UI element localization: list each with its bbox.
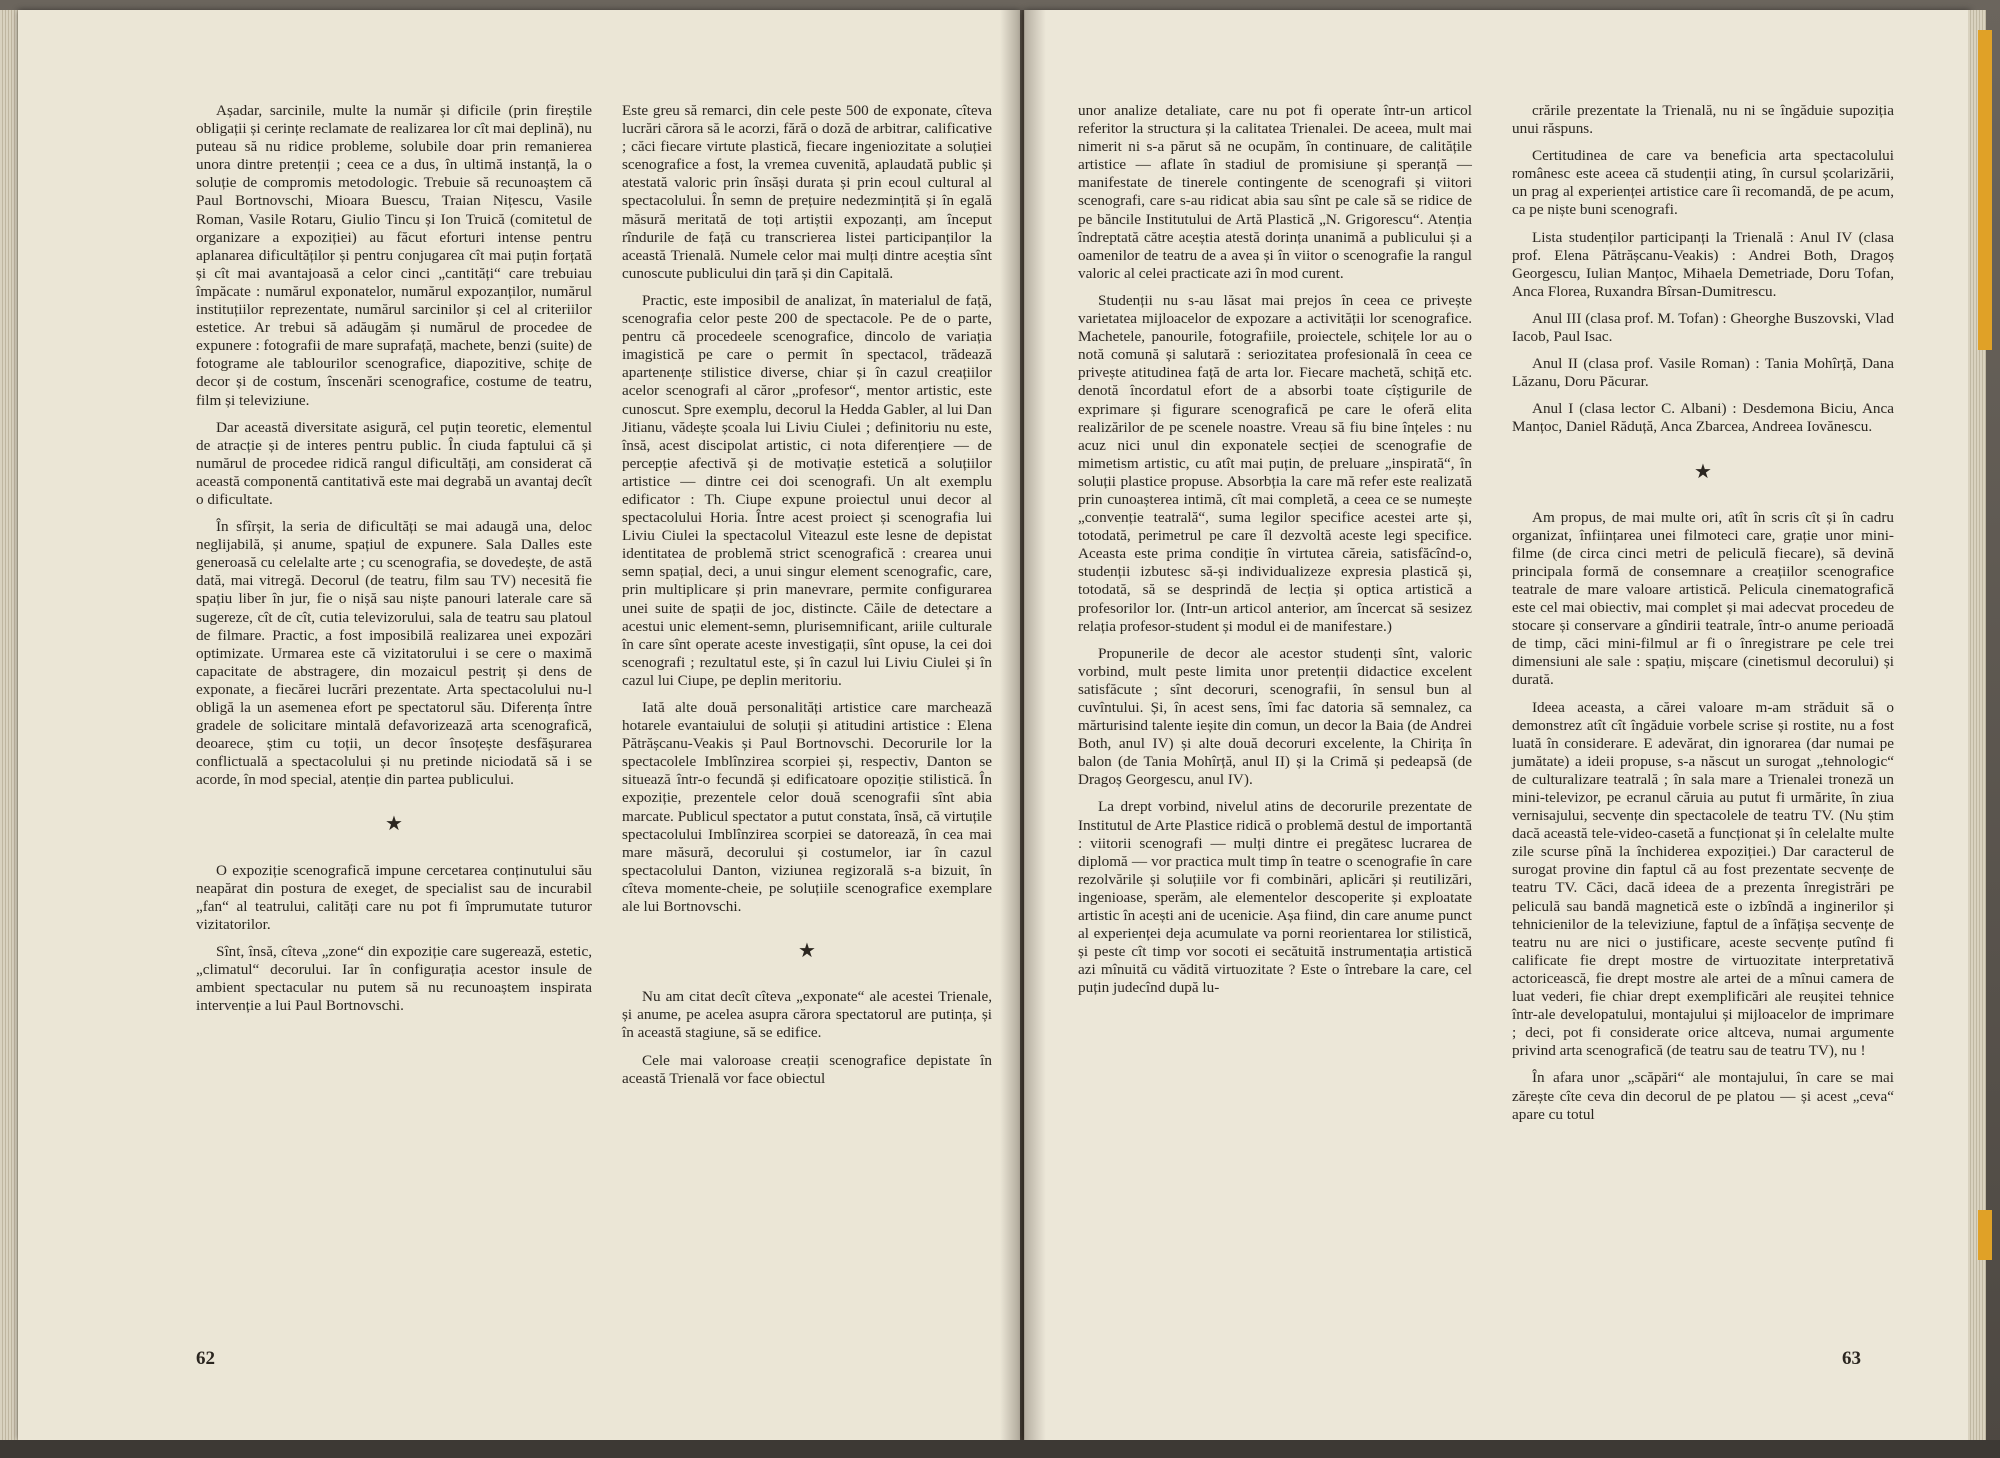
text-column-1 <box>196 102 592 1024</box>
paragraph: Nu am citat decît cîteva „exponate“ ale acestei Trienale, și anume, pe acelea asupra cărora spectatorul are putința, și în această stagiune, să se edifice. <box>622 988 992 1042</box>
paragraph: Ideea aceasta, a cărei valoare m-am străduit să o demonstrez atît cît îngăduie vorbele scrise și rostite, nu a fost luată în considerare. E adevărat, din ignorarea (dar numai pe jumătate) a ideii propuse, s-a născut un surogat „tehnologic“ de culturalizare teatrală ; în sala mare a Trienalei troneză un mini-televizor, pe ecranul căruia au putut fi urmărite, în ziua vernisajului, secvențe din spectacolele de teatru TV. (Nu știm dacă această tele-video-casetă a funcționat și în celelalte multe zile scurse pînă la închiderea expoziției.) Dar caracterul de surogat provine din faptul că au fost prezentate secvențe de teatru TV. Căci, dacă ideea de a prezenta înregistrări pe peliculă sau bandă magnetică este o izbîndă a inginerilor și tehnicienilor de la televiziune, faptul de a înfățișa secvențe de teatru nu are nici o justificare, aceste secvențe putînd fi calificate fie drept mostre de virtuozitate interpretativă actoricească, fie drept mostre ale artei de a mînui camera de luat vederi, fie chiar drept exemplificări ale reușitei tehnice într-ale developatului, montajului și mijloacelor de imprimare ; deci, pot fi considerate orice altceva, numai argumente privind arta scenografică (de teatru sau de teatru TV), nu ! <box>1512 698 1894 1060</box>
paragraph: La drept vorbind, nivelul atins de decorurile prezentate de Institutul de Arte Plastice ridică o problemă destul de importantă : viitorii scenografi — mulți dintre ei pregătesc lucrarea de diplomă — vor practica mult timp în teatre o scenografie în care rezolvările și soluțiile vor fi combinări, aplicări și reutilizări, ingenioase, sperăm, ale elementelor descoperite și exploatate artistic în acești ani de ucenicie. Așa fiind, din care anume punct al experienței deja acumulate va porni reorientarea lor stilistică, și peste cît timp vor socoti ei secătuită instrumentația artistică azi mînuită cu vădită virtuozitate ? Este o întrebare la care, cel puțin judecînd după lu- <box>1078 798 1472 997</box>
paragraph: Practic, este imposibil de analizat, în materialul de față, scenografia celor peste 200 de spectacole. Pe de o parte, pentru că procedeele scenografice, dincolo de variația imagistică pe care o permit în spectacol, trădează apartenențe stilistice diverse, chiar și în cazul creațiilor acelor scenografi al căror „profesor“, mentor artistic, este cunoscut. Spre exemplu, decorul la Hedda Gabler, al lui Dan Jitianu, vădește școala lui Liviu Ciulei ; definitoriu nu este, însă, acest discipolat artistic, ci nota diferențiere — de percepție afectivă și de motivație estetică a soluțiilor artistice — dintre cei doi scenografi. Un alt exemplu edificator : Th. Ciupe expune proiectul unui decor al spectacolului Horia. Între acest proiect și scenografia lui Liviu Ciulei la spectacolul Viteazul este lesne de depistat identitatea de problemă strict scenografică : crearea unui semn spațial, deci, a unui singur element scenografic, care, prin multiplicare și prin manevrare, permite configurarea unei suite de spații de joc, distincte. Căile de detectare a acestui unic element-semn, plurisemnificant, ariile culturale în care sînt operate aceste investigații, sînt opuse, la cei doi scenografi ; rezultatul este, și în cazul lui Liviu Ciulei și în cazul lui Ciupe, pe deplin meritoriu. <box>622 291 992 689</box>
page-tab-marker-lower <box>1978 1210 1992 1260</box>
paragraph: crările prezentate la Trienală, nu ni se îngăduie supoziția unui răspuns. <box>1512 102 1894 138</box>
paragraph: Propunerile de decor ale acestor studenți sînt, valoric vorbind, mult peste limita unor pretenții didactice excelent satisfăcute ; sînt decoruri, scenografii, în sensul bun al cuvîntului. Și, în acest sens, îmi fac datoria să semnalez, ca mărturisind talente ieșite din comun, un decor la Baia (de Andrei Both, anul IV) și alte două decoruri excelente, la Chirița în balon (de Tania Mohîrță, anul II) și la Crimă și pedeapsă (de Dragoș Georgescu, anul IV). <box>1078 644 1472 789</box>
bottom-shadow <box>0 1440 2000 1458</box>
right-page <box>1024 10 1970 1440</box>
paragraph: Studenții nu s-au lăsat mai prejos în ceea ce privește varietatea mijloacelor de expozare a activității lor scenografice. Machetele, panourile, fotografiile, proiectele, schițele lor au o notă comună și salutară : seriozitatea profesională în ceea ce privește atitudinea față de arta lor. Fiecare machetă, schiță etc. denotă încordatul efort de a absorbi toate cîștigurile de exprimare și figurare scenografică pe care le oferă elita realizărilor de pe scenele noastre. Vreau să fiu bine înțeles : nu acuz nici unul din exponatele secției de scenografie de mimetism artistic, cu atît mai puțin, de preluare „inspirată“, în soluții plastice propuse. Absorbția la care mă refer este realizată prin cunoașterea intimă, cît mai completă, a ceea ce se numește „convenție teatrală“, suma legilor specifice acestei arte și, totodată, perimetrul pe care îl dezvoltă aceste legi specifice. Aceasta este prima condiție în virtutea căreia, satisfăcînd-o, studenții izbutesc să-și individualizeze expresia plastică și, totodată, să se desprindă de lecția și optica artistică a profesorilor lor. (Intr-un articol anterior, am încercat să sesizez relația profesor-student și modul ei de manifestare.) <box>1078 291 1472 635</box>
paragraph: În afara unor „scăpări“ ale montajului, în care se mai zărește cîte ceva din decorul de pe platou — și acest „ceva“ apare cu totul <box>1512 1069 1894 1123</box>
section-divider-star: ★ <box>798 940 816 963</box>
paragraph: Anul II (clasa prof. Vasile Roman) : Tania Mohîrță, Dana Lăzanu, Doru Păcurar. <box>1512 355 1894 391</box>
section-divider-star: ★ <box>385 813 403 836</box>
text-column-2 <box>622 102 992 1097</box>
paragraph: Lista studenților participanți la Trienală : Anul IV (clasa prof. Elena Pătrășcanu-Veakis) : Andrei Both, Dragoș Georgescu, Iulian Manțoc, Mihaela Demetriade, Doru Tofan, Anca Florea, Ruxandra Bîrsan-Dumitrescu. <box>1512 228 1894 300</box>
paragraph: Certitudinea de care va beneficia arta spectacolului românesc este aceea că studenții ating, în cursul școlarizării, un prag al experienței artistice care îi recomandă, de pe acum, ca pe niște buni scenografi. <box>1512 147 1894 219</box>
section-divider-star: ★ <box>1694 460 1712 483</box>
paragraph: Anul I (clasa lector C. Albani) : Desdemona Biciu, Anca Manțoc, Daniel Răduță, Anca Zbarcea, Andreea Iovănescu. <box>1512 400 1894 436</box>
paragraph: O expoziție scenografică impune cercetarea conținutului său neapărat din postura de exeget, de specialist sau de incurabil „fan“ al teatrului, calități care nu pot fi împrumutate tuturor vizitatorilor. <box>196 861 592 933</box>
text-column-4 <box>1512 102 1894 1133</box>
paragraph: Dar această diversitate asigură, cel puțin teoretic, elementul de atracție și de interes pentru public. În ciuda faptului că și numărul de procedee ridică rangul dificultăți, am considerat că această componentă cantitativă este mai degrabă un avantaj decît o dificultate. <box>196 418 592 508</box>
paragraph: unor analize detaliate, care nu pot fi operate într-un articol referitor la structura și la calitatea Trienalei. De aceea, mult mai nimerit ni s-a părut să ne ocupăm, în continuare, de calitățile artistice — aflate în stadiul de promisiune și speranță — manifestate de tinerele contingente de scenografi și viitori scenografi, care s-au ridicat abia sau sînt pe cale să se ridice de pe băncile Institutului de Artă Plastică „N. Grigorescu“. Atenția îndreptată către aceștia atestă dorința unanimă a publicului și a oamenilor de teatru de a avea și în viitor o scenografie la rangul valoric al celei practicate azi în mod curent. <box>1078 102 1472 282</box>
paragraph: Așadar, sarcinile, multe la număr și dificile (prin fireștile obligații și cerințe reclamate de realizarea lor cît mai deplină), nu puteau să nu ridice probleme, solubile doar prin remanierea unora dintre pretenții ; ceea ce a dus, în ultimă instanță, la o soluție de compromis metodologic. Trebuie să recunoaștem că Paul Bortnovschi, Mioara Buescu, Traian Nițescu, Vasile Roman, Vasile Rotaru, Giulio Tincu și Ion Truică (comitetul de organizare a expoziției) au făcut eforturi intense pentru aplanarea dificultăților și pentru conjugarea cît mai puțin forțată și cît mai avantajoasă a celor cinci „cantități“ care trebuiau împăcate : numărul exponatelor, numărul expozanților, numărul instituțiilor reprezentate, numărul sarcinilor și cel al criteriilor estetice. Ar trebui să adăugăm și numărul de procedee de expunere : fotografii de mare suprafață, machete, benzi (suite) de fotograme ale tablourilor scenografice, diapozitive, schițe de decor și de costum, înscenări scenografice, costume de teatru, film și televiziune. <box>196 102 592 409</box>
paragraph: În sfîrșit, la seria de dificultăți se mai adaugă una, deloc neglijabilă, și anume, spațiul de expunere. Sala Dalles este generoasă cu celelalte arte ; cu scenografia, se dovedește, de astă dată, mai vitregă. Decorul (de teatru, film sau TV) necesită fie spațiu liber în jur, fie o nișă sau niște panouri laterale care să sugereze, cît de cît, cutia televizorului, sala de teatru sau platoul de filmare. Practic, a fost imposibilă realizarea unei expozări optimizate. Urmarea este că vizitatorului i se cere o maximă capacitate de abstragere, din mozaicul pestriț și dens de exponate, a fiecărei lucrări prezentate. Arta spectacolului nu-l obligă la un asemenea efort pe spectatorul său. Diferența între gradele de solicitare mintală defavorizează arta scenografică, deoarece, știm cu toții, un decor însoțește desfășurarea conflictuală a spectacolului și nu pretinde niciodată să i se acorde, în mod special, atenție din partea publicului. <box>196 518 592 789</box>
paragraph: Anul III (clasa prof. M. Tofan) : Gheorghe Buszovski, Vlad Iacob, Paul Isac. <box>1512 309 1894 346</box>
paragraph: Iată alte două personalități artistice care marchează hotarele evantaiului de soluții și atitudini artistice : Elena Pătrășcanu-Veakis și Paul Bortnovschi. Decorurile lor la spectacolele Imblînzirea scorpiei și, respectiv, Danton se situează într-o fecundă și edificatoare opoziție stilistică. În expoziție, prezentele celor două scenografii sînt abia marcate. Publicul spectator a putut constata, însă, că virtuțile spectacolului Imblînzirea scorpiei se datorează, în cea mai mare măsură, decorului și costumelor, iar în cazul spectacolului Danton, viziunea regizorală s-a bizuit, în cîteva momente-cheie, pe soluțiile scenografice exemplare ale lui Bortnovschi. <box>622 699 992 916</box>
paragraph: Sînt, însă, cîteva „zone“ din expoziție care sugerează, estetic, „climatul“ decorului. Iar în configurația acestor insule de ambient spectacular nu putem să nu recunoaștem inspirata intervenție a lui Paul Bortnovschi. <box>196 942 592 1015</box>
left-page <box>18 10 1020 1440</box>
text-column-3 <box>1078 102 1472 1007</box>
page-tab-marker <box>1978 30 1992 350</box>
page-number-right: 63 <box>1842 1348 1861 1369</box>
paragraph: Cele mai valoroase creații scenografice depistate în această Trienală vor face obiectul <box>622 1051 992 1087</box>
paragraph: Este greu să remarci, din cele peste 500 de exponate, cîteva lucrări cărora să le acorzi, fără o doză de arbitrar, calificative ; căci fiecare virtute plastică, fiecare ingeniozitate a soluției scenografice a fost, la vremea cuvenită, aplaudată public și atestată valoric prin însăși durata și prin ecoul cultural al spectacolului. În semn de prețuire nedezmințită și în egală măsură meritată de toți artiștii expozanți, am început rîndurile de față cu transcrierea listei participanților la această Trienală. Numele celor mai mulți dintre aceștia sînt cunoscute publicului din țară și din Capitală. <box>622 102 992 282</box>
paragraph: Am propus, de mai multe ori, atît în scris cît și în cadru organizat, înființarea unei filmoteci care, grație unor mini-filme (de circa cinci metri de peliculă fiecare), să devină principala formă de consemnare a creațiilor scenografice teatrale de mare valoare artistică. Pelicula cinematografică este cel mai obiectiv, mai complet și mai adecvat procedeu de stocare și conservare a gîndirii teatrale, într-o anume perioadă de timp, căci mini-filmul ar fi o înregistrare pe cele trei dimensiuni ale sale : spațiu, mișcare (cinetismul decorului) și durată. <box>1512 508 1894 689</box>
page-number-left: 62 <box>196 1348 215 1369</box>
